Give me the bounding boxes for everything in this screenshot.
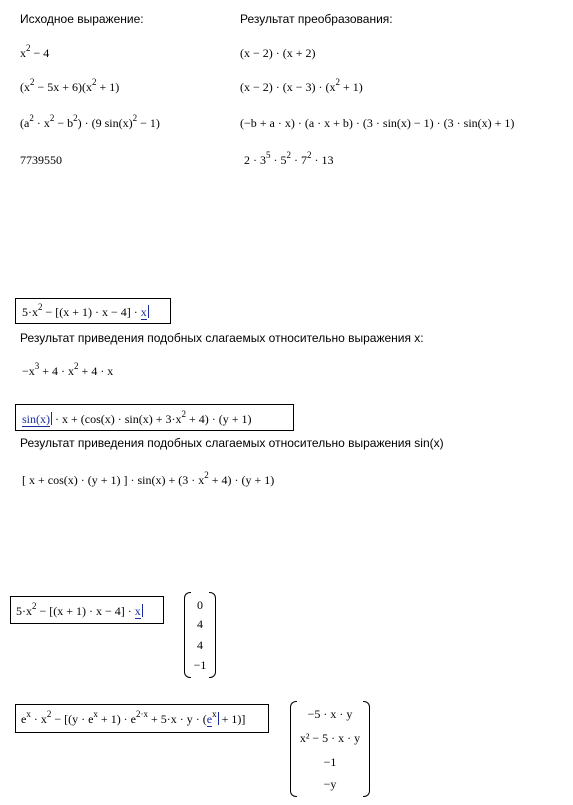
- source-expr-1[interactable]: $x^2 - 4$: [20, 43, 50, 60]
- vector-cell: 4: [197, 617, 203, 631]
- vector-cell: 4: [197, 638, 203, 652]
- result-expr-1[interactable]: (x − 2) · (x + 2): [240, 46, 316, 60]
- source-expr-4[interactable]: 7739550: [20, 153, 62, 167]
- collect-expr-1[interactable]: $5\cdot x^2 - [(x + 1) \cdot x - 4] \cdot x$: [22, 302, 147, 319]
- collect-result-1[interactable]: $-x^3 + 4 \cdot x^2 + 4 \cdot x$: [22, 361, 114, 378]
- coeffs-expr-2[interactable]: $e^x \cdot x^2 - [(y \cdot e^x + 1) \cdot e^{2\cdot x} + 5\cdot x \cdot y \cdot (e^x + 1)]$: [21, 709, 246, 726]
- vector-cell: x² − 5 · x · y: [299, 731, 361, 745]
- result-expr-4[interactable]: $2 \cdot 3^5 \cdot 5^2 \cdot 7^2 \cdot 13$: [244, 150, 334, 167]
- source-expr-3[interactable]: $(a^2 \cdot x^2 - b^2) \cdot (9$ $\sin(x)^2 - 1$): [20, 113, 160, 130]
- result-expr-3[interactable]: (−b + a · x) · (a · x + b) · (3 · sin(x) − 1) · (3 · sin(x) + 1): [240, 116, 515, 130]
- vector-cell: −5 · x · y: [307, 707, 353, 721]
- vector-cell: −1: [193, 658, 207, 672]
- result-expr-2[interactable]: $(x - 2) \cdot (x - 3) \cdot (x^2 + 1)$: [240, 77, 363, 94]
- collect-caption-2: Результат приведения подобных слагаемых относительно выражения sin(x): [20, 436, 444, 450]
- source-expr-2[interactable]: $(x^2 - 5x + 6)(x^2 + 1)$: [20, 77, 120, 94]
- text-cursor: [148, 305, 149, 318]
- coeffs-vector-1: [184, 592, 216, 678]
- collect-result-2[interactable]: [ x + cos(x) · (y + 1) ] · $\sin(x) + (3 \cdot x^2 + 4) \cdot (y + 1)$: [22, 470, 275, 487]
- vector-cell: −y: [323, 777, 337, 791]
- vector-cell: 0: [197, 598, 203, 612]
- text-cursor: [142, 604, 143, 617]
- collect-expr-2[interactable]: $\sin(x) \cdot x + (\cos(x) \cdot \sin(x) + 3\cdot x^2 + 4) \cdot (y + 1)$: [22, 409, 252, 426]
- coeffs-expr-1[interactable]: $5\cdot x^2 - [(x + 1) \cdot x - 4] \cdot x$: [16, 601, 141, 618]
- source-header: Исходное выражение:: [20, 12, 144, 26]
- vector-cell: −1: [323, 755, 337, 769]
- result-header: Результат преобразования:: [240, 12, 393, 26]
- coeffs-vector-2: [290, 701, 370, 797]
- collect-caption-1: Результат приведения подобных слагаемых относительно выражения x:: [20, 331, 424, 345]
